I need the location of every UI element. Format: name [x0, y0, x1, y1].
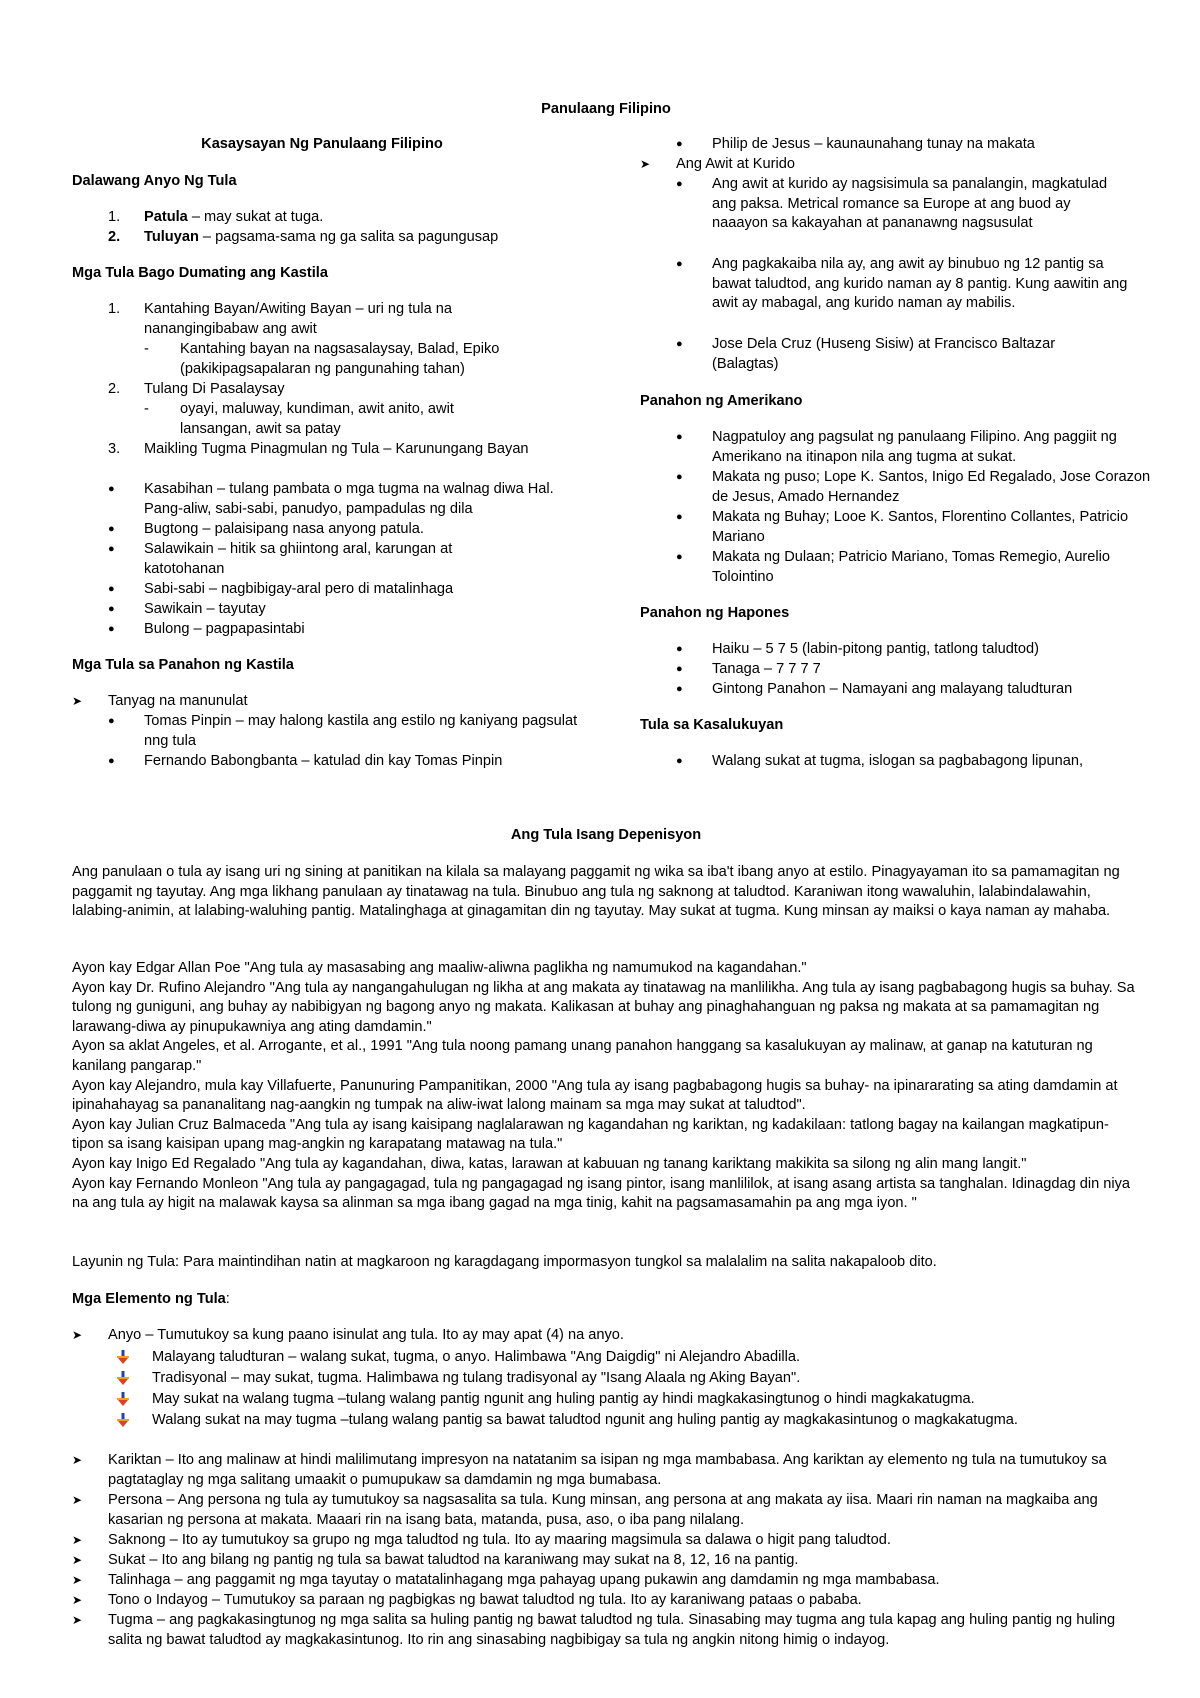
quote-paragraph: Ayon kay Dr. Rufino Alejandro "Ang tula ay nangangahulugan ng likha at ang makata ay tinatawag na manlilikha. Ang tula ay isang pagbabagong hugis sa buhay. Sa tulong ng guniguni, ang buhay ay nabibigyan ng bagong anyo ng makata. Kalikasan at buhay ang pinaghahanguan ng paksa ng makata at sa pamamagitan ng larawang-diwa ay pinupukawniya ang ating damdamin.": [72, 979, 1135, 1035]
list-item: ➤ Tono o Indayog – Tumutukoy sa paraan ng pagbigkas ng bawat taludtod ng tula. Ito ay karaniwang pataas o pababa.: [72, 1591, 1136, 1611]
heading-panahon-kastila: Mga Tula sa Panahon ng Kastila: [72, 657, 294, 673]
list-item: ● Salawikain – hitik sa ghiintong aral, karungan at katotohanan: [108, 540, 508, 579]
list-item-text: Tono o Indayog – Tumutukoy sa paraan ng pagbigkas ng bawat taludtod ng tula. Ito ay karaniwang pataas o pababa.: [108, 1592, 862, 1608]
list-item: [116, 1348, 1136, 1368]
list-item: ● Fernando Babongbanta – katulad din kay Tomas Pinpin: [108, 752, 578, 772]
list-item: ● Bulong – pagpapasintabi: [108, 620, 578, 640]
list-item-text: Gintong Panahon – Namayani ang malayang taludturan: [712, 681, 1073, 697]
list-item-text: Philip de Jesus – kaunaunahang tunay na makata: [712, 136, 1035, 152]
pushpin-icon: [116, 1371, 130, 1386]
term-text: – pagsama-sama ng ga salita sa pagungusap: [198, 229, 499, 245]
list-item-text: Ang awit at kurido ay nagsisimula sa panalangin, magkatulad ang paksa. Metrical romance sa Europe at ang buod ay naaayon sa kakayahan at pananawng nagsusulat: [712, 176, 1108, 232]
pushpin-icon: [116, 1350, 130, 1365]
list-item-text: Kantahing Bayan/Awiting Bayan – uri ng tula na nanangingibabaw ang awit: [144, 301, 453, 337]
term-text: – may sukat at tuga.: [187, 209, 324, 225]
term-tuluyan: Tuluyan: [144, 229, 199, 245]
list-item-text: Anyo – Tumutukoy sa kung paano isinulat ang tula. Ito ay may apat (4) na anyo.: [108, 1327, 624, 1343]
list-item-text: Sabi-sabi – nagbibigay-aral pero di matalinhaga: [144, 581, 454, 597]
list-item: - Kantahing bayan na nagsasalaysay, Balad, Epiko (pakikipagsapalaran ng pangunahing tahan): [144, 340, 568, 379]
heading-colon: :: [225, 1291, 230, 1307]
list-item-text: oyayi, maluway, kundiman, awit anito, awit lansangan, awit sa patay: [180, 401, 454, 437]
pushpin-icon: [116, 1392, 130, 1407]
list-item: ➤ Kariktan – Ito ang malinaw at hindi malilimutang impresyon na natatanim sa isipan ng mga mambabasa. Ang kariktan ay elemento ng tula na tumutukoy sa pagtataglay ng mga salitang umaakit o pumupukaw sa damdamin ng mga bumabasa.: [72, 1451, 1136, 1490]
list-item-text: Bulong – pagpapasintabi: [144, 621, 305, 637]
list-item: ● Sawikain – tayutay: [108, 600, 578, 620]
quote-paragraph: Ayon kay Inigo Ed Regalado "Ang tula ay kagandahan, diwa, katas, larawan at kabuuan ng tanang kariktang makikita sa silong ng alin mang langit.": [72, 1155, 1027, 1172]
list-item: ● Makata ng puso; Lope K. Santos, Inigo Ed Regalado, Jose Corazon de Jesus, Amado Hernandez: [676, 468, 1156, 507]
list-item: 3. Maikling Tugma Pinagmulan ng Tula – Karunungang Bayan: [108, 440, 538, 460]
list-item: ● Tanaga – 7 7 7 7: [676, 660, 1146, 680]
list-item-text: Malayang taludturan – walang sukat, tugma, o anyo. Halimbawa "Ang Daigdig" ni Alejandro Abadilla.: [152, 1349, 801, 1365]
list-item-text: Tanyag na manunulat: [108, 693, 248, 709]
list-item: ➤ Talinhaga – ang paggamit ng mga tayutay o matatalinhagang mga pahayag upang pukawin ang damdamin ng mga mambabasa.: [72, 1571, 1136, 1591]
list-item-text: Persona – Ang persona ng tula ay tumutukoy sa nagsasalita sa tula. Kung minsan, ang persona at ang makata ay iisa. Maari rin naman na magkaiba ang kasarian ng persona at makata. Maaari rin na isang bata, matanda, pusa, aso, o iba pang nilalang.: [108, 1492, 1098, 1528]
paragraph-layunin: Layunin ng Tula: Para maintindihan natin at magkaroon ng karagdagang impormasyon tungkol sa malalalim na salita nakapaloob dito.: [72, 1254, 937, 1270]
heading-amerikano: Panahon ng Amerikano: [640, 393, 803, 409]
paragraph-intro: Ang panulaan o tula ay isang uri ng sining at panitikan na kilala sa malayang paggamit ng wika sa iba't ibang anyo at estilo. Pinagyayaman ito sa pamamagitan ng paggamit ng tayutay. Ang mga likhang panulaan ay tinatawag na tula. Binubuo ang tula ng saknong at taludtod. Karaniwan itong wawaluhin, lalabindalawahin, lalabing-animin, at lalabing-waluhing pantig. Matalinghaga at ginagamitan din ng tayutay. May sukat at tugma. Kung minsan ay maiksi o kaya naman ay mahaba.: [72, 864, 1120, 920]
list-item: ● Walang sukat at tugma, islogan sa pagbabagong lipunan,: [676, 752, 1166, 772]
list-item: [116, 1369, 1136, 1389]
list-item: ● Makata ng Dulaan; Patricio Mariano, Tomas Remegio, Aurelio Tolointino: [676, 548, 1116, 587]
list-item: ➤ Tanyag na manunulat: [72, 692, 572, 712]
list-item-text: Kasabihan – tulang pambata o mga tugma na walnag diwa Hal. Pang-aliw, sabi-sabi, panudyo, pampadulas ng dila: [144, 481, 554, 517]
list-item-text: Tugma – ang pagkakasingtunog ng mga salita sa huling pantig ng bawat taludtod ng tula. Sinasabing may tugma ang tula kapag ang huling pantig ng huling salita ng bawat taludtod ay magkakasintunog. Ito rin ang sinasabing nagbibigay sa tula ng angkin nitong himig o indayog.: [108, 1612, 1116, 1648]
list-item-text: May sukat na walang tugma –tulang walang pantig ngunit ang huling pantig ay hindi magkakasingtunog o hindi magkakatugma.: [152, 1391, 975, 1407]
list-item: [116, 1390, 1136, 1410]
heading-elemento-text: Mga Elemento ng Tula: [72, 1291, 226, 1307]
list-item-text: Maikling Tugma Pinagmulan ng Tula – Karunungang Bayan: [144, 441, 529, 457]
list-item-text: Ang pagkakaiba nila ay, ang awit ay binubuo ng 12 pantig sa bawat taludtod, ang kurido naman ay 8 pantig. Kung aawitin ang awit ay mabagal, ang kurido naman ay mabilis.: [712, 256, 1128, 312]
list-item: ➤ Tugma – ang pagkakasingtunog ng mga salita sa huling pantig ng bawat taludtod ng tula. Sinasabing may tugma ang tula kapag ang huling pantig ng huling salita ng bawat taludtod ay magkakasintunog. Ito rin ang sinasabing nagbibigay sa tula ng angkin nitong himig o indayog.: [72, 1611, 1136, 1650]
list-item-text: Walang sukat na may tugma –tulang walang pantig sa bawat taludtod ngunit ang huling pantig ay magkakasintunog o magkakatugma.: [152, 1412, 1018, 1428]
list-item-text: Saknong – Ito ay tumutukoy sa grupo ng mga taludtod ng tula. Ito ay maaring magsimula sa dalawa o higit pang taludtod.: [108, 1532, 891, 1548]
list-item: ➤ Ang Awit at Kurido: [640, 155, 1140, 175]
list-item: ➤ Saknong – Ito ay tumutukoy sa grupo ng mga taludtod ng tula. Ito ay maaring magsimula sa dalawa o higit pang taludtod.: [72, 1531, 1136, 1551]
list-item-text: Nagpatuloy ang pagsulat ng panulaang Filipino. Ang paggiit ng Amerikano na itinapon nila ang tugma at sukat.: [712, 429, 1117, 465]
list-item: ● Ang pagkakaiba nila ay, ang awit ay binubuo ng 12 pantig sa bawat taludtod, ang kurido naman ay 8 pantig. Kung aawitin ang awit ay mabagal, ang kurido naman ay mabilis.: [676, 255, 1146, 314]
quote-paragraph: Ayon kay Fernando Monleon "Ang tula ay pangagagad, tula ng pangagagad ng isang pintor, isang manlililok, at isang asang artista sa tanghalan. Idinagdag din niya na ang tula ay higit na malawak kaysa sa alinman sa mga ibang gagad na mga tinig, kahit na pagsamasamahin pa ang mga iyon. ": [72, 1175, 1131, 1212]
heading-hapones: Panahon ng Hapones: [640, 605, 790, 621]
list-item: ● Ang awit at kurido ay nagsisimula sa panalangin, magkatulad ang paksa. Metrical romance sa Europe at ang buod ay naaayon sa kakayahan at pananawng nagsusulat: [676, 175, 1116, 234]
quote-paragraph: Ayon kay Julian Cruz Balmaceda "Ang tula ay isang kaisipang naglalarawan ng kagandahan ng kariktan, ng kadakilaan: tatlong bagay na kailangan magkatipun-tipon sa isang kaisipan upang mag-angkin ng karapatang matawag na tula.": [72, 1116, 1109, 1153]
list-item: ● Philip de Jesus – kaunaunahang tunay na makata: [676, 135, 1146, 155]
list-item-text: Bugtong – palaisipang nasa anyong patula.: [144, 521, 424, 537]
list-item: ● Bugtong – palaisipang nasa anyong patula.: [108, 520, 578, 540]
list-item: 2. Tulang Di Pasalaysay: [108, 380, 568, 400]
heading-elemento: [72, 1290, 230, 1310]
list-item-text: Tulang Di Pasalaysay: [144, 381, 285, 397]
list-item: ➤ Anyo – Tumutukoy sa kung paano isinulat ang tula. Ito ay may apat (4) na anyo.: [72, 1326, 1136, 1346]
list-item: ➤ Persona – Ang persona ng tula ay tumutukoy sa nagsasalita sa tula. Kung minsan, ang persona at ang makata ay iisa. Maari rin naman na magkaiba ang kasarian ng persona at makata. Maaari rin na isang bata, matanda, pusa, aso, o iba pang nilalang.: [72, 1491, 1136, 1530]
heading-bago-kastila: Mga Tula Bago Dumating ang Kastila: [72, 265, 328, 281]
list-item-text: Fernando Babongbanta – katulad din kay Tomas Pinpin: [144, 753, 503, 769]
list-item-text: Walang sukat at tugma, islogan sa pagbabagong lipunan,: [712, 753, 1084, 769]
list-item: ➤ Sukat – Ito ang bilang ng pantig ng tula sa bawat taludtod na karaniwang may sukat na 8, 12, 16 na pantig.: [72, 1551, 1136, 1571]
list-item-text: Makata ng puso; Lope K. Santos, Inigo Ed Regalado, Jose Corazon de Jesus, Amado Hernandez: [712, 469, 1151, 505]
quote-paragraph: Ayon kay Alejandro, mula kay Villafuerte, Panunuring Pampanitikan, 2000 "Ang tula ay isang pagbabagong hugis sa buhay- na ipinararating sa ating damdamin at ipinahahayag sa pananalitang nag-aangkin ng tumpak na aliw-iwat lalong mainam sa mga may sukat at taludtod".: [72, 1077, 1118, 1114]
list-item: 1. Patula – may sukat at tuga.: [108, 209, 324, 225]
section-title-depenisyon: Ang Tula Isang Depenisyon: [510, 827, 702, 843]
list-item-text: Tradisyonal – may sukat, tugma. Halimbawa ng tulang tradisyonal ay "Isang Alaala ng Aking Bayan".: [152, 1370, 801, 1386]
list-item: ● Kasabihan – tulang pambata o mga tugma na walnag diwa Hal. Pang-aliw, sabi-sabi, panudyo, pampadulas ng dila: [108, 480, 578, 519]
quote-paragraph: Ayon kay Edgar Allan Poe "Ang tula ay masasabing ang maaliw-aliwna paglikha ng namumukod na kagandahan.": [72, 960, 807, 976]
list-item-text: Makata ng Dulaan; Patricio Mariano, Tomas Remegio, Aurelio Tolointino: [712, 549, 1111, 585]
list-item: - oyayi, maluway, kundiman, awit anito, awit lansangan, awit sa patay: [144, 400, 504, 439]
list-item-text: Sawikain – tayutay: [144, 601, 266, 617]
list-item-text: Ang Awit at Kurido: [676, 156, 795, 172]
list-item-text: Tomas Pinpin – may halong kastila ang estilo ng kaniyang pagsulat nng tula: [144, 713, 578, 749]
pushpin-icon: [116, 1413, 130, 1428]
list-item: ● Makata ng Buhay; Looe K. Santos, Florentino Collantes, Patricio Mariano: [676, 508, 1146, 547]
section-title-kasaysayan: Kasaysayan Ng Panulaang Filipino: [201, 136, 443, 152]
list-item-text: Salawikain – hitik sa ghiintong aral, karungan at katotohanan: [144, 541, 453, 577]
list-item: 1. Kantahing Bayan/Awiting Bayan – uri ng tula na nanangingibabaw ang awit: [108, 300, 568, 339]
list-item: ● Sabi-sabi – nagbibigay-aral pero di matalinhaga: [108, 580, 578, 600]
heading-dalawang-anyo: Dalawang Anyo Ng Tula: [72, 173, 237, 189]
page-title: Panulaang Filipino: [541, 101, 671, 117]
list-item-text: Kariktan – Ito ang malinaw at hindi malilimutang impresyon na natatanim sa isipan ng mga mambabasa. Ang kariktan ay elemento ng tula na tumutukoy sa pagtataglay ng mga salitang umaakit o pumupukaw sa damdamin ng mga bumabasa.: [108, 1452, 1107, 1488]
list-item: ● Tomas Pinpin – may halong kastila ang estilo ng kaniyang pagsulat nng tula: [108, 712, 578, 751]
list-item: ● Jose Dela Cruz (Huseng Sisiw) at Francisco Baltazar (Balagtas): [676, 335, 1116, 374]
quotes-block: [72, 959, 1136, 1214]
list-item-text: Jose Dela Cruz (Huseng Sisiw) at Francisco Baltazar (Balagtas): [712, 336, 1056, 372]
list-item-text: Kantahing bayan na nagsasalaysay, Balad, Epiko (pakikipagsapalaran ng pangunahing tahan): [180, 341, 500, 377]
heading-kasalukuyan: Tula sa Kasalukuyan: [640, 717, 784, 733]
list-item-text: Tanaga – 7 7 7 7: [712, 661, 821, 677]
list-item-text: Sukat – Ito ang bilang ng pantig ng tula sa bawat taludtod na karaniwang may sukat na 8, 12, 16 na pantig.: [108, 1552, 799, 1568]
list-item: 2. Tuluyan – pagsama-sama ng ga salita sa pagungusap: [108, 229, 499, 245]
list-item-text: Talinhaga – ang paggamit ng mga tayutay o matatalinhagang mga pahayag upang pukawin ang damdamin ng mga mambabasa.: [108, 1572, 940, 1588]
list-item-text: Makata ng Buhay; Looe K. Santos, Florentino Collantes, Patricio Mariano: [712, 509, 1129, 545]
list-item: ● Haiku – 5 7 5 (labin-pitong pantig, tatlong taludtod): [676, 640, 1146, 660]
list-item: ● Nagpatuloy ang pagsulat ng panulaang Filipino. Ang paggiit ng Amerikano na itinapon nila ang tugma at sukat.: [676, 428, 1146, 467]
list-item-text: Haiku – 5 7 5 (labin-pitong pantig, tatlong taludtod): [712, 641, 1039, 657]
list-item: ● Gintong Panahon – Namayani ang malayang taludturan: [676, 680, 1156, 700]
quote-paragraph: Ayon sa aklat Angeles, et al. Arrogante, et al., 1991 "Ang tula noong pamang unang panahon hanggang sa kasalukuyan ay malinaw, at ganap na katuturan ng kanilang pangarap.": [72, 1038, 1093, 1074]
term-patula: Patula: [144, 209, 188, 225]
list-item: [116, 1411, 1136, 1431]
